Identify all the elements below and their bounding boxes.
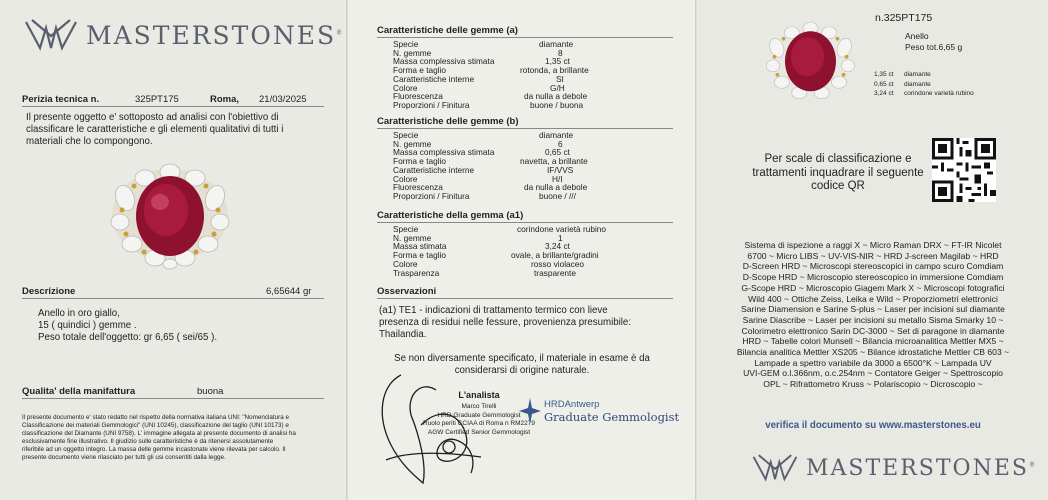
qualita-value: buona (197, 386, 224, 397)
qualita-divider (22, 398, 324, 399)
report-date: 21/03/2025 (259, 94, 307, 105)
description-text: Anello in oro giallo, 15 ( quindici ) gemme . Peso totale dell'oggetto: gr 6,65 ( sei/65 ). (38, 308, 218, 343)
descrizione-label: Descrizione (22, 286, 76, 297)
brand-name: MASTERSTONES (86, 20, 337, 50)
brand-name: MASTERSTONES (806, 455, 1029, 481)
masterstones-logo-footer (750, 450, 1037, 486)
osservazioni-divider (377, 298, 673, 299)
section-divider (377, 128, 673, 129)
osservazioni-text: (a1) TE1 - indicazioni di trattamento termico con lieve presenza di residui nelle fessure, provenienza presumibile: Thailandia. (379, 305, 632, 340)
section-title: Caratteristiche delle gemme (a) (377, 25, 518, 36)
summary-object: Anello (905, 31, 929, 41)
origin-note: Se non diversamente specificato, il materiale in esame è da considerarsi di origine naturale. (394, 353, 650, 376)
section-title: Caratteristiche della gemma (a1) (377, 210, 524, 221)
ring-thumbnail (758, 18, 863, 103)
hrd-badge: HRDAntwerp Graduate Gemmologist (519, 398, 679, 424)
hrd-star-icon (519, 398, 541, 424)
instrument-list: Sistema di ispezione a raggi X ~ Micro Raman DRX ~ FT-IR Nicolet 6700 ~ Micro LIBS ~ UV-VIS-NIR ~ HRD J-screen Magilab ~ HRD D-Screen HRD ~ Microscopi stereoscopici in campo scuro Comdiam D-Scope HRD ~ Microscopio stereoscopico in immersione Comdiam G-Scope HRD ~ Microscopio Giagem Mark X ~ Microscopi fotografici Wild 400 ~ Ottiche Zeiss, Leika e Wild ~ Proporziometri elettronici Sarine Diamension e Sarine S-plus ~ Laser per incisioni sul diamante Sarine Diascribe ~ Laser per incisioni su metallo Sisma Smarky 10 ~ Colorimetro elettronico Sarin DC-3000 ~ Set di paragone in diamante HRD ~ Tabelle colori Munsell ~ Bilancia microanalitica Mettler MX5 ~ Bilancia analitica Mettler XS205 ~ Bilance idrostatiche Mettler CB 603 ~ Lampade a spettro variabile da 3000 a 6500°K ~ Lampada UV UVI-GEM o.l.366nm, o.c.254nm ~ Contatore Geiger ~ Spettroscopio OPL ~ Rifrattometro Kruss ~ Polariscopio ~ Dicroscopio ~ (736, 240, 1010, 390)
brand-reg-mark: ® (336, 29, 345, 37)
report-panel-left (0, 0, 346, 500)
report-panel-right (698, 0, 1048, 500)
verify-link[interactable]: verifica il documento su www.masterstones.eu (765, 420, 981, 431)
section-title: Caratteristiche delle gemme (b) (377, 116, 519, 127)
qr-code[interactable] (932, 138, 996, 202)
intro-text: Il presente oggetto e' sottoposto ad analisi con l'obiettivo di classificare le caratteristiche e gli elementi qualitativi di tutti i materiali che lo compongono. (26, 112, 284, 147)
summary-number: n.325PT175 (875, 12, 933, 24)
crown-logo-icon (22, 14, 80, 56)
gem-table-a: Specie diamante N. gemme 8 Massa complessiva stimata 1,35 ct Forma e taglio rotonda, a brillante Caratteristiche interne SI Colore G/H Fluorescenza da nulla a debole Proporzioni / Finitura buone / buona (393, 39, 589, 110)
ring-photo (100, 160, 240, 270)
gem-table-a1: Specie corindone varietà rubino N. gemme 1 Massa stimata 3,24 ct Forma e taglio ovale, a brillante/gradini Colore rosso violaceo Trasparenza trasparente (393, 224, 607, 278)
header-divider (22, 106, 324, 107)
analyst-block: L'analista Marco Tirelli HRD Graduate Gemmologist Ruolo periti CCIAA di Roma n RM2279 AGW Certified Senior Gemmologist (423, 390, 535, 436)
section-divider (377, 37, 673, 38)
crown-logo-icon (750, 450, 800, 486)
place-label: Roma, (210, 94, 240, 105)
descrizione-value: 6,65644 gr (266, 286, 312, 297)
brand-reg-mark: ® (1028, 461, 1037, 469)
perizia-label: Perizia tecnica n. (22, 94, 100, 105)
qualita-label: Qualita' della manifattura (22, 386, 136, 397)
gem-table-b: Specie diamante N. gemme 6 Massa complessiva stimata 0,65 ct Forma e taglio navetta, a brillante Caratteristiche interne IF/VVS Colore H/I Fluorescenza da nulla a debole Proporzioni / Finitura buone / /// (393, 130, 588, 201)
summary-weight: Peso tot.6,65 g (905, 42, 963, 52)
section-divider (377, 222, 673, 223)
osservazioni-title: Osservazioni (377, 286, 437, 297)
perizia-number: 325PT175 (135, 94, 179, 105)
report-panel-middle (349, 0, 695, 500)
summary-table: 1,35 ct diamante 0,65 ct diamante 3,24 ct corindone varietà rubino (874, 71, 974, 97)
legal-disclaimer: Il presente documento e' stato redatto nel rispetto della normativa italiana UNI: "Nomenclatura e Classificazione dei materiali Gemmologici" (UNI 10245), classificazione del taglio (UNI 10173) e classificazione del Diamante (UNI 9758). L' immagine allegata al presente documento di analisi ha esclusivamente fine illustrativo. Il giudizio sulle caratteristiche è da ritenersi assolutamente riferibile ad un oggetto integro. La massa delle gemme incastonate viene rilevata per calcolo. Il presente documento viene rilasciato per tutti gli usi consentiti dalla legge. (22, 414, 296, 461)
masterstones-logo (22, 14, 344, 56)
qr-instruction: Per scale di classificazione e trattamenti inquadrare il seguente codice QR (752, 153, 924, 192)
descrizione-divider (22, 298, 324, 299)
